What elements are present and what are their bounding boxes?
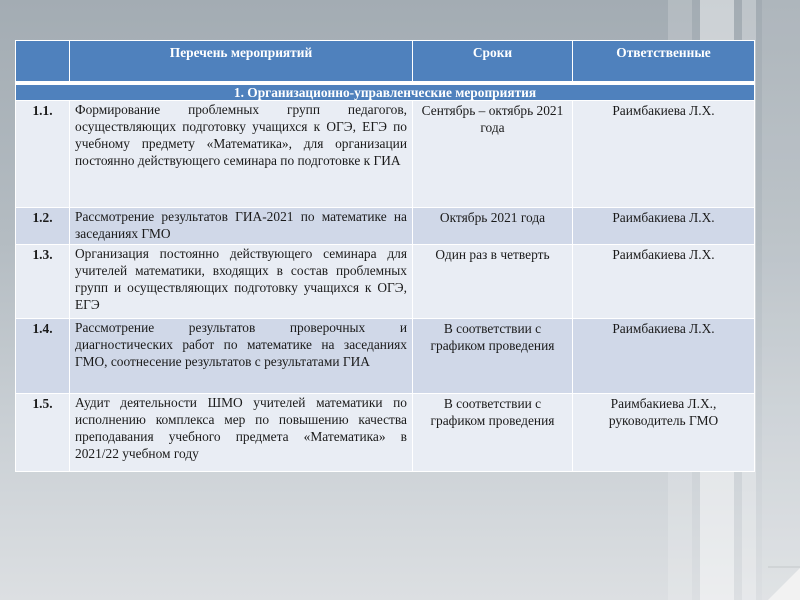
row-term: В соответствии с графиком проведения — [413, 394, 573, 472]
row-number: 1.1. — [16, 101, 70, 208]
row-number: 1.4. — [16, 319, 70, 394]
row-responsible: Раимбакиева Л.Х. — [573, 245, 755, 319]
table-row — [16, 319, 755, 394]
table-header-row — [16, 41, 755, 84]
row-number: 1.5. — [16, 394, 70, 472]
header-responsible: Ответственные — [573, 41, 755, 84]
row-number: 1.2. — [16, 208, 70, 245]
row-term: В соответствии с графиком проведения — [413, 319, 573, 394]
row-responsible: Раимбакиева Л.Х., руководитель ГМО — [573, 394, 755, 472]
table-row — [16, 245, 755, 319]
header-number — [16, 41, 70, 84]
table-row — [16, 394, 755, 472]
row-term: Октябрь 2021 года — [413, 208, 573, 245]
table-row — [16, 101, 755, 208]
row-description: Организация постоянно действующего семинара для учителей математики, входящих в состав проблемных групп и осуществляющих подготовку учащихся к ОГЭ, ЕГЭ — [70, 245, 413, 319]
events-table — [15, 40, 755, 472]
row-term: Один раз в четверть — [413, 245, 573, 319]
header-events: Перечень мероприятий — [70, 41, 413, 84]
row-description: Формирование проблемных групп педагогов, осуществляющих подготовку учащихся к ОГЭ, ЕГЭ по учебному предмету «Математика», для организации постоянно действующего семинара по подготовке к ГИА — [70, 101, 413, 208]
section-row — [16, 83, 755, 101]
row-responsible: Раимбакиева Л.Х. — [573, 101, 755, 208]
row-number: 1.3. — [16, 245, 70, 319]
row-description: Рассмотрение результатов ГИА-2021 по математике на заседаниях ГМО — [70, 208, 413, 245]
row-term: Сентябрь – октябрь 2021 года — [413, 101, 573, 208]
row-responsible: Раимбакиева Л.Х. — [573, 319, 755, 394]
row-description: Рассмотрение результатов проверочных и диагностических работ по математике на заседаниях ГМО, соотнесение результатов с результатами ГИА — [70, 319, 413, 394]
section-title: 1. Организационно-управленческие мероприятия — [16, 83, 755, 101]
row-description: Аудит деятельности ШМО учителей математики по исполнению комплекса мер по повышению качества преподавания учебного предмета «Математика» в 2021/22 учебном году — [70, 394, 413, 472]
page-corner-fold — [768, 568, 800, 600]
header-terms: Сроки — [413, 41, 573, 84]
row-responsible: Раимбакиева Л.Х. — [573, 208, 755, 245]
background-stripe — [762, 0, 800, 600]
table-row — [16, 208, 755, 245]
